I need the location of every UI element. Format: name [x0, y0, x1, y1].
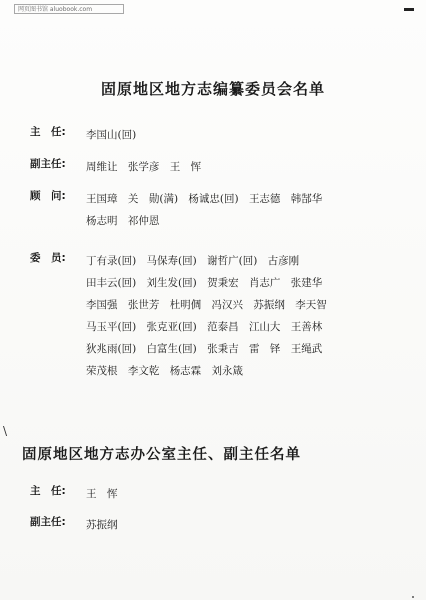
member-name: 张克亚(回)	[146, 321, 197, 333]
member-name: 马保寿(回)	[146, 255, 197, 267]
name-line	[86, 338, 416, 360]
name-line	[86, 124, 416, 146]
committee-advisors-label: 顾 问:	[30, 190, 66, 202]
member-name: 祁仲恩	[127, 215, 160, 227]
member-name: 杨志明	[86, 215, 118, 227]
member-name: 张建华	[290, 277, 323, 289]
member-name: 周维让	[86, 161, 118, 173]
member-name: 江山大	[248, 321, 281, 333]
name-line	[86, 210, 416, 232]
member-name: 李天智	[295, 299, 327, 311]
member-name: 王 恽	[86, 488, 118, 500]
member-name: 李国强	[86, 299, 118, 311]
committee-title: 固原地区地方志编纂委员会名单	[100, 80, 325, 98]
member-name: 王绳武	[290, 343, 323, 355]
office-deputy-label: 副主任:	[30, 516, 66, 528]
member-name: 范泰昌	[207, 321, 239, 333]
member-name: 杨志霖	[169, 365, 202, 377]
margin-mark: \	[3, 424, 8, 438]
member-name: 张学彦	[127, 161, 160, 173]
member-name: 谢哲广(回)	[207, 255, 258, 267]
member-name: 马玉平(回)	[86, 321, 137, 333]
name-line	[86, 483, 416, 505]
name-line	[86, 514, 416, 536]
member-name: 韩郜华	[290, 193, 323, 205]
member-name: 肖志广	[248, 277, 281, 289]
library-stamp: 网页图书馆 aluobook.com	[14, 4, 124, 14]
corner-mark	[404, 8, 414, 11]
member-name: 苏振纲	[253, 299, 285, 311]
member-name: 古彦刚	[267, 255, 300, 267]
office-director-label: 主 任:	[30, 485, 66, 497]
committee-members-label: 委 员:	[30, 252, 66, 264]
member-name: 王善林	[290, 321, 323, 333]
member-name: 张秉吉	[207, 343, 239, 355]
member-name: 关 勋(满)	[127, 193, 179, 205]
office-director-names	[86, 483, 416, 505]
member-name: 丁有录(回)	[86, 255, 137, 267]
scan-speck	[412, 596, 414, 598]
member-name: 雷 铎	[248, 343, 281, 355]
member-name: 杜明倜	[169, 299, 202, 311]
member-name: 狄兆雨(回)	[86, 343, 137, 355]
member-name: 王志德	[248, 193, 281, 205]
member-name: 田丰云(回)	[86, 277, 137, 289]
member-name: 荣茂根	[86, 365, 118, 377]
name-line	[86, 316, 416, 338]
member-name: 张世芳	[127, 299, 160, 311]
name-line	[86, 360, 416, 382]
member-name: 王 恽	[169, 161, 202, 173]
member-name: 冯汉兴	[211, 299, 244, 311]
committee-deputy-names	[86, 156, 416, 178]
member-name: 贺秉宏	[207, 277, 239, 289]
office-title: 固原地区地方志办公室主任、副主任名单	[22, 446, 301, 463]
committee-director-names	[86, 124, 416, 146]
name-line	[86, 250, 416, 272]
committee-advisors-names	[86, 188, 416, 232]
name-line	[86, 294, 416, 316]
member-name: 李文乾	[127, 365, 160, 377]
member-name: 刘永箴	[211, 365, 244, 377]
name-line	[86, 188, 416, 210]
name-line	[86, 272, 416, 294]
committee-deputy-label: 副主任:	[30, 158, 66, 170]
office-deputy-names	[86, 514, 416, 536]
member-name: 刘生发(回)	[146, 277, 197, 289]
committee-members-names	[86, 250, 416, 382]
member-name: 白富生(回)	[146, 343, 197, 355]
member-name: 杨诚忠(回)	[188, 193, 239, 205]
member-name: 王国璋	[86, 193, 118, 205]
member-name: 李国山(回)	[86, 129, 137, 141]
name-line	[86, 156, 416, 178]
committee-director-label: 主 任:	[30, 126, 66, 138]
member-name: 苏振纲	[86, 519, 118, 531]
